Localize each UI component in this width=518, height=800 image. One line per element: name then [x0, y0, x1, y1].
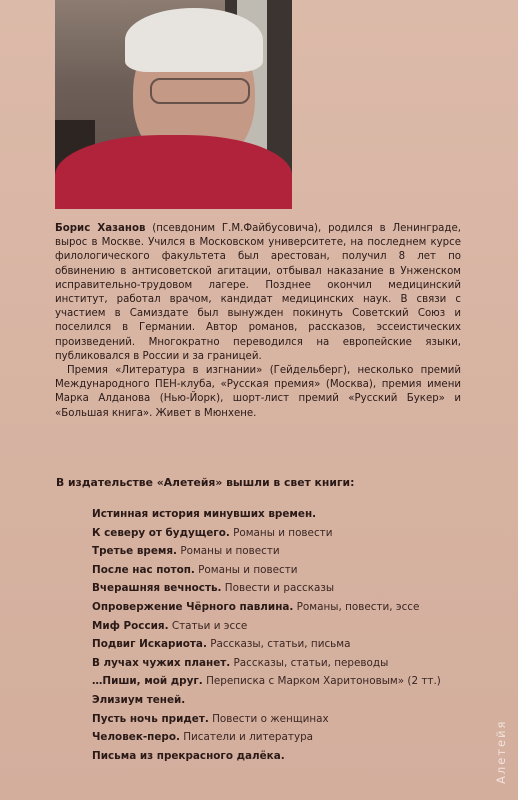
book-item — [92, 542, 472, 561]
book-title: …Пиши, мой друг. — [92, 675, 203, 688]
book-item — [92, 635, 472, 654]
book-title: Миф Россия. — [92, 619, 169, 632]
book-item — [92, 561, 472, 580]
book-item — [92, 654, 472, 673]
book-item — [92, 728, 472, 747]
book-list — [92, 505, 472, 765]
book-genre: Писатели и литература — [179, 731, 314, 744]
book-item — [92, 617, 472, 636]
bio-paragraph-2: Премия «Литература в изгнании» (Гейдельберг), несколько премий Международного ПЕН-клуба, «Русская премия» (Москва), премия имени Марка Алданова (Нью-Йорк), шорт-лист премий «Русский Букер» и «Большая книга». Живет в Мюнхене. — [55, 365, 461, 419]
author-name: Борис Хазанов — [55, 223, 146, 234]
book-title: Вчерашняя вечность. — [92, 582, 222, 595]
book-genre: Статьи и эссе — [168, 619, 248, 632]
publisher-spine-text: Алетейя — [494, 719, 508, 784]
book-genre: Повести и рассказы — [221, 582, 335, 595]
book-genre: Романы и повести — [194, 563, 298, 576]
photo-red-shirt — [55, 135, 292, 209]
book-title: После нас потоп. — [92, 563, 195, 576]
book-genre: Романы, повести, эссе — [293, 600, 420, 613]
book-title: Опровержение Чёрного павлина. — [92, 600, 294, 613]
book-genre: Романы и повести — [229, 526, 333, 539]
book-title: Письма из прекрасного далёка. — [92, 749, 285, 762]
bio-paragraph-1 — [55, 222, 461, 364]
author-photo — [55, 0, 292, 209]
book-item — [92, 710, 472, 729]
book-title: Подвиг Искариота. — [92, 638, 207, 651]
book-title: Человек-перо. — [92, 731, 180, 744]
book-genre: Рассказы, статьи, переводы — [230, 656, 389, 669]
book-title: Третье время. — [92, 545, 178, 558]
book-item — [92, 598, 472, 617]
book-item — [92, 691, 472, 710]
book-genre: Рассказы, статьи, письма — [206, 638, 351, 651]
author-biography — [55, 222, 461, 421]
book-genre: Повести о женщинах — [208, 712, 329, 725]
book-title: Истинная история минувших времен. — [92, 508, 317, 520]
book-item — [92, 747, 472, 766]
book-title: Элизиум теней. — [92, 693, 186, 706]
book-genre: Романы и повести — [177, 545, 280, 558]
photo-hair — [125, 8, 263, 72]
books-heading: В издательстве «Алетейя» вышли в свет книги: — [56, 476, 355, 489]
photo-glasses — [150, 78, 250, 104]
book-title: К северу от будущего. — [92, 526, 230, 539]
book-item — [92, 505, 472, 524]
book-title: Пусть ночь придет. — [92, 712, 209, 725]
bio-text-1: (псевдоним Г.М.Файбусовича), родился в Ленинграде, вырос в Москве. Учился в Московском университете, на последнем курсе филологического факультета был арестован, получил 8 лет по обвинению в антисоветской агитации, отбывал наказание в Унженском исправительно-трудовом лагере. Позднее окончил медицинский институт, работал врачом, кандидат медицинских наук. В связи с участием в Самиздате был вынужден покинуть Советский Союз и поселился в Германии. Автор романов, рассказов, эссеистических произведений. Многократно переводился на европейские языки, публиковался в России и за границей. — [55, 223, 461, 362]
book-genre: Переписка с Марком Харитоновым» (2 тт.) — [202, 675, 441, 688]
book-item — [92, 579, 472, 598]
book-item — [92, 672, 472, 691]
book-item — [92, 524, 472, 543]
book-title: В лучах чужих планет. — [92, 656, 231, 669]
